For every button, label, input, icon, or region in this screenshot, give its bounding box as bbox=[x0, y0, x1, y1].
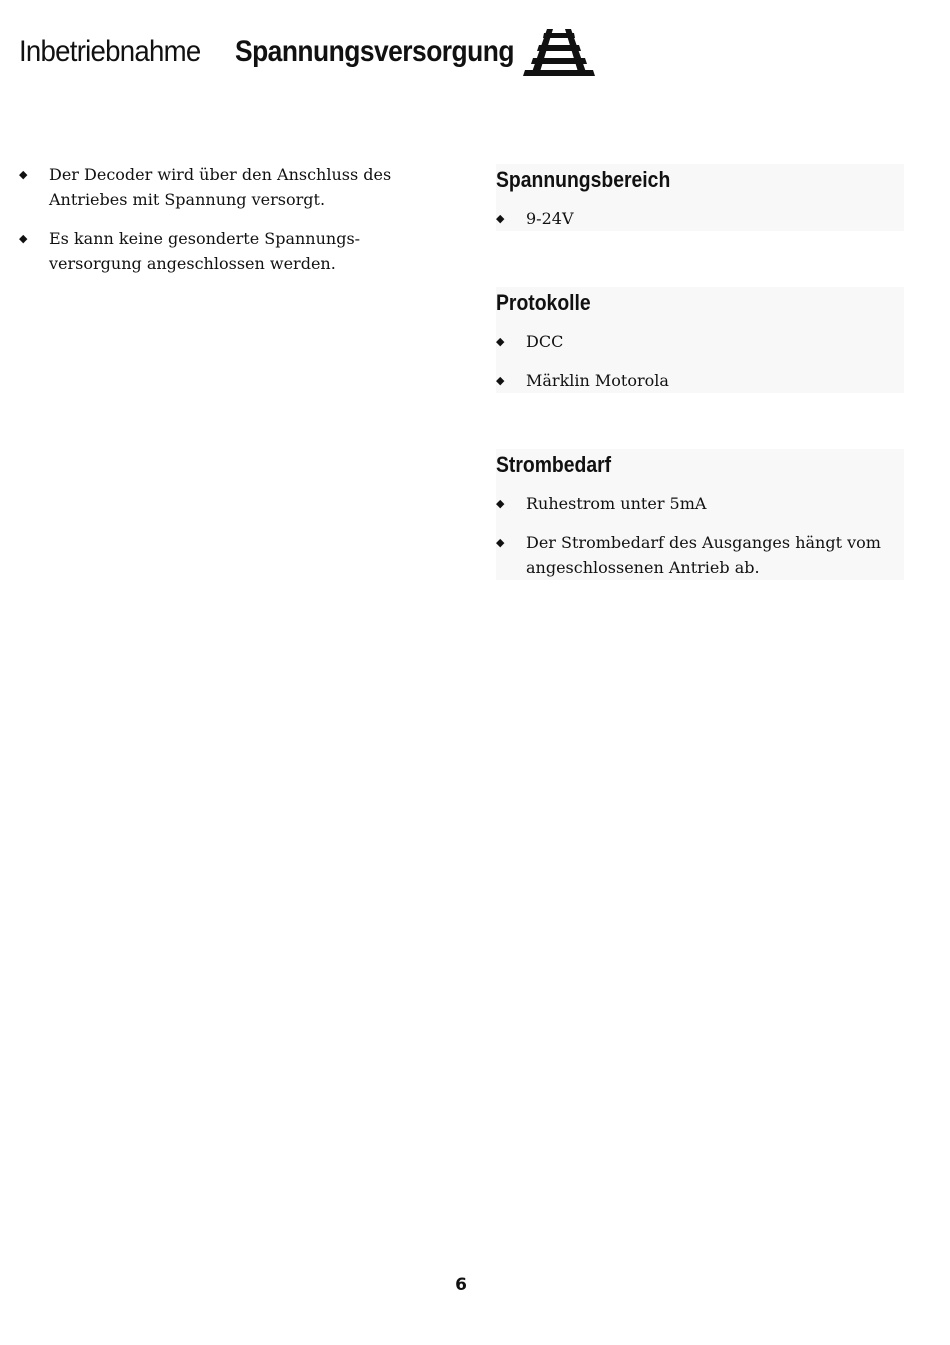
info-box-spannungsbereich bbox=[496, 164, 904, 231]
list-item bbox=[496, 206, 904, 231]
bullet-icon: ◆ bbox=[496, 536, 505, 549]
box-list bbox=[496, 329, 904, 393]
bullet-icon: ◆ bbox=[496, 212, 505, 225]
right-column bbox=[496, 164, 904, 636]
page-number: 6 bbox=[455, 1275, 467, 1295]
box-heading: Strombedarf bbox=[496, 452, 612, 477]
list-item bbox=[496, 530, 904, 580]
description-list bbox=[19, 162, 419, 276]
page-title: Spannungsversorgung bbox=[235, 35, 514, 68]
box-heading: Spannungsbereich bbox=[496, 167, 671, 192]
list-item bbox=[496, 491, 904, 516]
box-list bbox=[496, 206, 904, 231]
list-item bbox=[496, 368, 904, 393]
list-item-text: Märklin Motorola bbox=[526, 371, 669, 390]
section-title: Inbetriebnahme bbox=[19, 35, 201, 68]
info-box-strombedarf bbox=[496, 449, 904, 580]
list-item-text: Der Strombedarf des Ausganges hängt vom angeschlossenen Antrieb ab. bbox=[526, 533, 881, 577]
list-item-text: DCC bbox=[526, 332, 564, 351]
bullet-icon: ◆ bbox=[496, 335, 505, 348]
bullet-icon: ◆ bbox=[19, 232, 28, 245]
info-box-protokolle bbox=[496, 287, 904, 393]
box-heading: Protokolle bbox=[496, 290, 591, 315]
left-column bbox=[19, 162, 419, 290]
bullet-icon: ◆ bbox=[496, 497, 505, 510]
box-list bbox=[496, 491, 904, 580]
bullet-icon: ◆ bbox=[496, 374, 505, 387]
bullet-icon: ◆ bbox=[19, 168, 28, 181]
page-header bbox=[19, 24, 598, 80]
list-item-text: Ruhestrom unter 5mA bbox=[526, 494, 707, 513]
list-item-text: Es kann keine gesonderte Spannungs-versorgung angeschlossen werden. bbox=[49, 229, 361, 273]
list-item bbox=[496, 329, 904, 354]
railway-track-icon bbox=[520, 27, 598, 77]
list-item-text: Der Decoder wird über den Anschluss des Antriebes mit Spannung versorgt. bbox=[49, 165, 392, 209]
list-item bbox=[19, 226, 419, 276]
list-item-text: 9-24V bbox=[526, 209, 574, 228]
list-item bbox=[19, 162, 419, 212]
